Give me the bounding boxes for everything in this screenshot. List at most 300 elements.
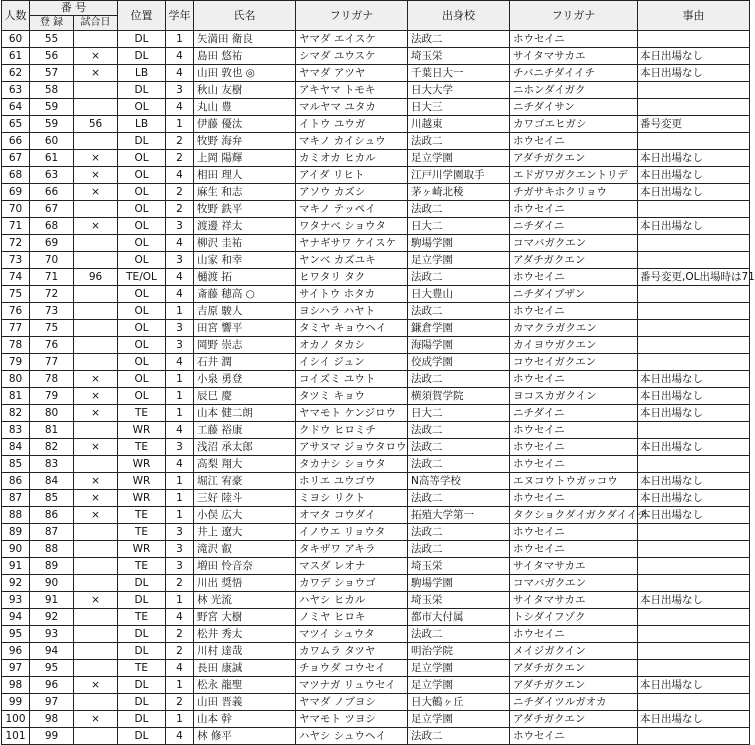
cell-match-day-number: × [74,48,118,65]
cell-registered-number: 88 [30,541,74,558]
cell-position: DL [118,31,166,48]
cell-school: 埼玉栄 [408,48,510,65]
cell-position: TE [118,439,166,456]
table-row [2,694,750,711]
cell-school-furigana: アダチガクエン [510,252,638,269]
cell-position: DL [118,626,166,643]
cell-name-furigana: チョウダ コウセイ [296,660,408,677]
cell-reason: 本日出場なし [638,65,750,82]
cell-grade: 1 [166,507,194,524]
cell-school: 日大豊山 [408,286,510,303]
cell-match-day-number: × [74,218,118,235]
cell-reason [638,643,750,660]
cell-name-furigana: マキノ カイシュウ [296,133,408,150]
cell-position: OL [118,286,166,303]
cell-count: 92 [2,575,30,592]
table-row [2,456,750,473]
header-reason: 事由 [638,1,750,31]
cell-count: 66 [2,133,30,150]
cell-registered-number: 81 [30,422,74,439]
cell-name: 三好 陸斗 [194,490,296,507]
cell-name-furigana: ヤマモト ツヨシ [296,711,408,728]
cell-reason [638,31,750,48]
cell-match-day-number [74,286,118,303]
cell-count: 91 [2,558,30,575]
table-row [2,150,750,167]
cell-school: 日大鶴ヶ丘 [408,694,510,711]
cell-match-day-number [74,99,118,116]
cell-count: 81 [2,388,30,405]
cell-match-day-number: × [74,405,118,422]
cell-count: 60 [2,31,30,48]
cell-match-day-number [74,456,118,473]
cell-name: 林 修平 [194,728,296,745]
cell-position: WR [118,490,166,507]
cell-name: 山本 幹 [194,711,296,728]
cell-count: 101 [2,728,30,745]
cell-registered-number: 71 [30,269,74,286]
cell-registered-number: 90 [30,575,74,592]
cell-count: 63 [2,82,30,99]
header-count: 人数 [2,1,30,31]
cell-school: 法政二 [408,456,510,473]
cell-match-day-number [74,558,118,575]
cell-match-day-number [74,337,118,354]
cell-reason: 番号変更 [638,116,750,133]
table-row [2,235,750,252]
cell-reason [638,660,750,677]
cell-school: 法政二 [408,524,510,541]
cell-school: 都市大付属 [408,609,510,626]
cell-reason [638,201,750,218]
cell-registered-number: 91 [30,592,74,609]
cell-match-day-number: × [74,490,118,507]
cell-registered-number: 57 [30,65,74,82]
cell-match-day-number [74,31,118,48]
table-row [2,48,750,65]
table-row [2,371,750,388]
cell-count: 80 [2,371,30,388]
cell-registered-number: 92 [30,609,74,626]
table-row [2,660,750,677]
cell-grade: 2 [166,150,194,167]
cell-registered-number: 63 [30,167,74,184]
cell-position: OL [118,201,166,218]
cell-school-furigana: ホウセイニ [510,201,638,218]
cell-match-day-number: × [74,65,118,82]
cell-school: 法政二 [408,490,510,507]
cell-reason [638,422,750,439]
cell-position: DL [118,48,166,65]
cell-position: TE [118,405,166,422]
cell-count: 70 [2,201,30,218]
cell-grade: 1 [166,473,194,490]
cell-reason [638,303,750,320]
cell-name-furigana: タキザワ アキラ [296,541,408,558]
cell-school-furigana: ホウセイニ [510,269,638,286]
cell-school: 法政二 [408,133,510,150]
cell-reason [638,133,750,150]
cell-position: OL [118,150,166,167]
cell-reason: 本日出場なし [638,711,750,728]
cell-school-furigana: コマバガクエン [510,575,638,592]
roster-body [2,31,755,745]
cell-count: 64 [2,99,30,116]
cell-count: 99 [2,694,30,711]
cell-school-furigana: コウセイガクエン [510,354,638,371]
table-row [2,320,750,337]
cell-grade: 4 [166,235,194,252]
cell-school-furigana: チバニチダイイチ [510,65,638,82]
cell-registered-number: 83 [30,456,74,473]
table-row [2,82,750,99]
cell-school-furigana: ホウセイニ [510,626,638,643]
cell-registered-number: 80 [30,405,74,422]
cell-registered-number: 97 [30,694,74,711]
table-row [2,490,750,507]
cell-position: DL [118,677,166,694]
cell-position: DL [118,694,166,711]
cell-name-furigana: コイズミ ユウト [296,371,408,388]
cell-grade: 4 [166,99,194,116]
cell-position: DL [118,728,166,745]
cell-match-day-number [74,643,118,660]
cell-school-furigana: エドガワガクエントリデ [510,167,638,184]
cell-name: 麻生 和志 [194,184,296,201]
cell-reason: 本日出場なし [638,592,750,609]
cell-name: 松永 龍聖 [194,677,296,694]
cell-name-furigana: ハヤシ ヒカル [296,592,408,609]
cell-name: 岡野 崇志 [194,337,296,354]
cell-reason: 本日出場なし [638,439,750,456]
header-name: 氏名 [194,1,296,31]
table-row [2,303,750,320]
cell-position: TE [118,507,166,524]
table-row [2,388,750,405]
cell-reason [638,320,750,337]
cell-reason [638,609,750,626]
cell-name-furigana: ハヤシ シュウヘイ [296,728,408,745]
cell-match-day-number: × [74,439,118,456]
cell-name: 堀江 宥豪 [194,473,296,490]
cell-grade: 2 [166,643,194,660]
cell-match-day-number: × [74,677,118,694]
cell-school: 日大二 [408,218,510,235]
cell-count: 79 [2,354,30,371]
cell-reason [638,541,750,558]
cell-count: 69 [2,184,30,201]
cell-name: 上岡 陽輝 [194,150,296,167]
cell-school-furigana: ニチダイニ [510,405,638,422]
cell-registered-number: 78 [30,371,74,388]
cell-registered-number: 61 [30,150,74,167]
cell-school: 足立学園 [408,252,510,269]
cell-match-day-number: × [74,388,118,405]
cell-match-day-number [74,133,118,150]
cell-name-furigana: カミオカ ヒカル [296,150,408,167]
cell-school: 法政二 [408,371,510,388]
cell-school: 法政二 [408,31,510,48]
table-row [2,99,750,116]
cell-match-day-number [74,524,118,541]
cell-count: 89 [2,524,30,541]
cell-school: 足立学園 [408,150,510,167]
cell-registered-number: 55 [30,31,74,48]
cell-school-furigana: ホウセイニ [510,524,638,541]
cell-name-furigana: オマタ コウダイ [296,507,408,524]
cell-name: 樋渡 拓 [194,269,296,286]
table-row [2,558,750,575]
cell-registered-number: 79 [30,388,74,405]
cell-reason [638,82,750,99]
cell-name-furigana: クドウ ヒロミチ [296,422,408,439]
cell-reason: 本日出場なし [638,473,750,490]
cell-name: 石井 潤 [194,354,296,371]
cell-grade: 1 [166,592,194,609]
cell-position: OL [118,218,166,235]
cell-count: 86 [2,473,30,490]
cell-name-furigana: ミヨシ リクト [296,490,408,507]
cell-registered-number: 85 [30,490,74,507]
cell-name: 川出 奨悟 [194,575,296,592]
cell-reason [638,575,750,592]
cell-school: 日大三 [408,99,510,116]
cell-match-day-number: × [74,167,118,184]
cell-school: 法政二 [408,201,510,218]
cell-school: 明治学院 [408,643,510,660]
cell-position: TE [118,524,166,541]
cell-reason [638,235,750,252]
table-row [2,728,750,745]
cell-school: 足立学園 [408,660,510,677]
cell-grade: 3 [166,524,194,541]
table-row [2,218,750,235]
cell-count: 83 [2,422,30,439]
cell-school: 法政二 [408,422,510,439]
cell-match-day-number [74,541,118,558]
cell-count: 72 [2,235,30,252]
cell-school-furigana: ニチダイツルガオカ [510,694,638,711]
cell-match-day-number: × [74,711,118,728]
cell-match-day-number: × [74,473,118,490]
cell-registered-number: 93 [30,626,74,643]
cell-name-furigana: イノウエ リョウタ [296,524,408,541]
table-row [2,422,750,439]
cell-position: DL [118,133,166,150]
cell-registered-number: 99 [30,728,74,745]
cell-position: WR [118,541,166,558]
cell-grade: 1 [166,490,194,507]
cell-position: OL [118,371,166,388]
cell-match-day-number [74,252,118,269]
header-furigana: フリガナ [296,1,408,31]
cell-name-furigana: アキヤマ トモキ [296,82,408,99]
cell-school-furigana: ホウセイニ [510,371,638,388]
cell-name-furigana: マキノ テッペイ [296,201,408,218]
cell-name-furigana: マスダ レオナ [296,558,408,575]
cell-registered-number: 59 [30,116,74,133]
cell-position: DL [118,575,166,592]
cell-count: 62 [2,65,30,82]
cell-name: 丸山 豊 [194,99,296,116]
cell-name: 井上 遼大 [194,524,296,541]
cell-school-furigana: チガサキホクリョウ [510,184,638,201]
cell-name-furigana: ヤナギサワ ケイスケ [296,235,408,252]
cell-grade: 3 [166,82,194,99]
cell-grade: 4 [166,660,194,677]
cell-name: 工藤 裕康 [194,422,296,439]
cell-name-furigana: マツイ シュウタ [296,626,408,643]
cell-school-furigana: ニチダイブザン [510,286,638,303]
cell-school-furigana: ニチダイニ [510,218,638,235]
cell-grade: 3 [166,541,194,558]
cell-reason: 本日出場なし [638,48,750,65]
cell-reason: 本日出場なし [638,218,750,235]
cell-position: WR [118,473,166,490]
cell-school: 茅ヶ崎北稜 [408,184,510,201]
cell-school: 法政二 [408,541,510,558]
cell-reason [638,286,750,303]
cell-grade: 2 [166,184,194,201]
cell-reason [638,354,750,371]
table-row [2,524,750,541]
cell-reason: 本日出場なし [638,150,750,167]
cell-registered-number: 70 [30,252,74,269]
cell-grade: 1 [166,405,194,422]
cell-school: 日大二 [408,405,510,422]
cell-school-furigana: サイタマサカエ [510,558,638,575]
cell-school-furigana: ホウセイニ [510,133,638,150]
table-row [2,439,750,456]
cell-registered-number: 72 [30,286,74,303]
cell-name-furigana: ノミヤ ヒロキ [296,609,408,626]
cell-name-furigana: ヨシハラ ハヤト [296,303,408,320]
cell-grade: 2 [166,133,194,150]
cell-reason: 本日出場なし [638,507,750,524]
cell-school: 海陽学園 [408,337,510,354]
cell-name: 長田 康誠 [194,660,296,677]
cell-count: 100 [2,711,30,728]
cell-name: 山田 晋義 [194,694,296,711]
cell-registered-number: 77 [30,354,74,371]
cell-name: 田宮 響平 [194,320,296,337]
cell-registered-number: 60 [30,133,74,150]
cell-position: DL [118,592,166,609]
cell-count: 97 [2,660,30,677]
cell-position: OL [118,167,166,184]
header-school: 出身校 [408,1,510,31]
cell-registered-number: 96 [30,677,74,694]
table-row [2,473,750,490]
cell-position: WR [118,422,166,439]
cell-name-furigana: タミヤ キョウヘイ [296,320,408,337]
cell-registered-number: 59 [30,99,74,116]
cell-match-day-number: 96 [74,269,118,286]
cell-name: 斎藤 穂高 ○ [194,286,296,303]
cell-school-furigana: エヌコウトウガッコウ [510,473,638,490]
cell-reason [638,626,750,643]
cell-position: TE [118,558,166,575]
cell-school: 横須賀学院 [408,388,510,405]
cell-school-furigana: サイタマサカエ [510,48,638,65]
cell-count: 96 [2,643,30,660]
cell-count: 71 [2,218,30,235]
cell-name-furigana: オカノ タカシ [296,337,408,354]
cell-match-day-number [74,575,118,592]
cell-name-furigana: アサヌマ ジョウタロウ [296,439,408,456]
table-row [2,507,750,524]
cell-name-furigana: イシイ ジュン [296,354,408,371]
cell-school: 日大大学 [408,82,510,99]
cell-grade: 4 [166,48,194,65]
cell-grade: 4 [166,609,194,626]
cell-match-day-number [74,320,118,337]
cell-grade: 1 [166,677,194,694]
cell-count: 61 [2,48,30,65]
cell-match-day-number [74,82,118,99]
cell-position: OL [118,303,166,320]
cell-school-furigana: カイヨウガクエン [510,337,638,354]
table-row [2,269,750,286]
cell-name-furigana: サイトウ ホタカ [296,286,408,303]
cell-name-furigana: ヤマダ エイスケ [296,31,408,48]
cell-name: 矢満田 衛良 [194,31,296,48]
cell-name-furigana: タカナシ ショウタ [296,456,408,473]
cell-match-day-number [74,626,118,643]
cell-grade: 1 [166,303,194,320]
cell-grade: 3 [166,337,194,354]
header-grade: 学年 [166,1,194,31]
cell-match-day-number [74,694,118,711]
cell-reason: 本日出場なし [638,490,750,507]
cell-name-furigana: カワデ ショウゴ [296,575,408,592]
header-position: 位置 [118,1,166,31]
cell-grade: 2 [166,575,194,592]
cell-school: 埼玉栄 [408,592,510,609]
cell-name: 松井 秀太 [194,626,296,643]
cell-grade: 3 [166,439,194,456]
cell-school-furigana: ホウセイニ [510,303,638,320]
cell-reason [638,524,750,541]
table-row [2,65,750,82]
cell-school: 法政二 [408,439,510,456]
table-row [2,677,750,694]
cell-school: 埼玉栄 [408,558,510,575]
cell-count: 73 [2,252,30,269]
cell-school-furigana: コマバガクエン [510,235,638,252]
cell-count: 78 [2,337,30,354]
cell-grade: 3 [166,320,194,337]
cell-school: 法政二 [408,728,510,745]
header-number-group: 番 号 [30,1,118,16]
cell-count: 82 [2,405,30,422]
cell-match-day-number: × [74,150,118,167]
cell-school-furigana: ホウセイニ [510,728,638,745]
cell-name: 牧野 海弁 [194,133,296,150]
cell-grade: 3 [166,558,194,575]
cell-count: 74 [2,269,30,286]
cell-name-furigana: マツナガ リュウセイ [296,677,408,694]
cell-school: 法政二 [408,303,510,320]
cell-position: OL [118,235,166,252]
cell-school-furigana: トシダイフゾク [510,609,638,626]
cell-name-furigana: シマダ ユウスケ [296,48,408,65]
header-school-furigana: フリガナ [510,1,638,31]
cell-grade: 1 [166,116,194,133]
cell-match-day-number [74,235,118,252]
cell-reason: 本日出場なし [638,388,750,405]
cell-count: 76 [2,303,30,320]
